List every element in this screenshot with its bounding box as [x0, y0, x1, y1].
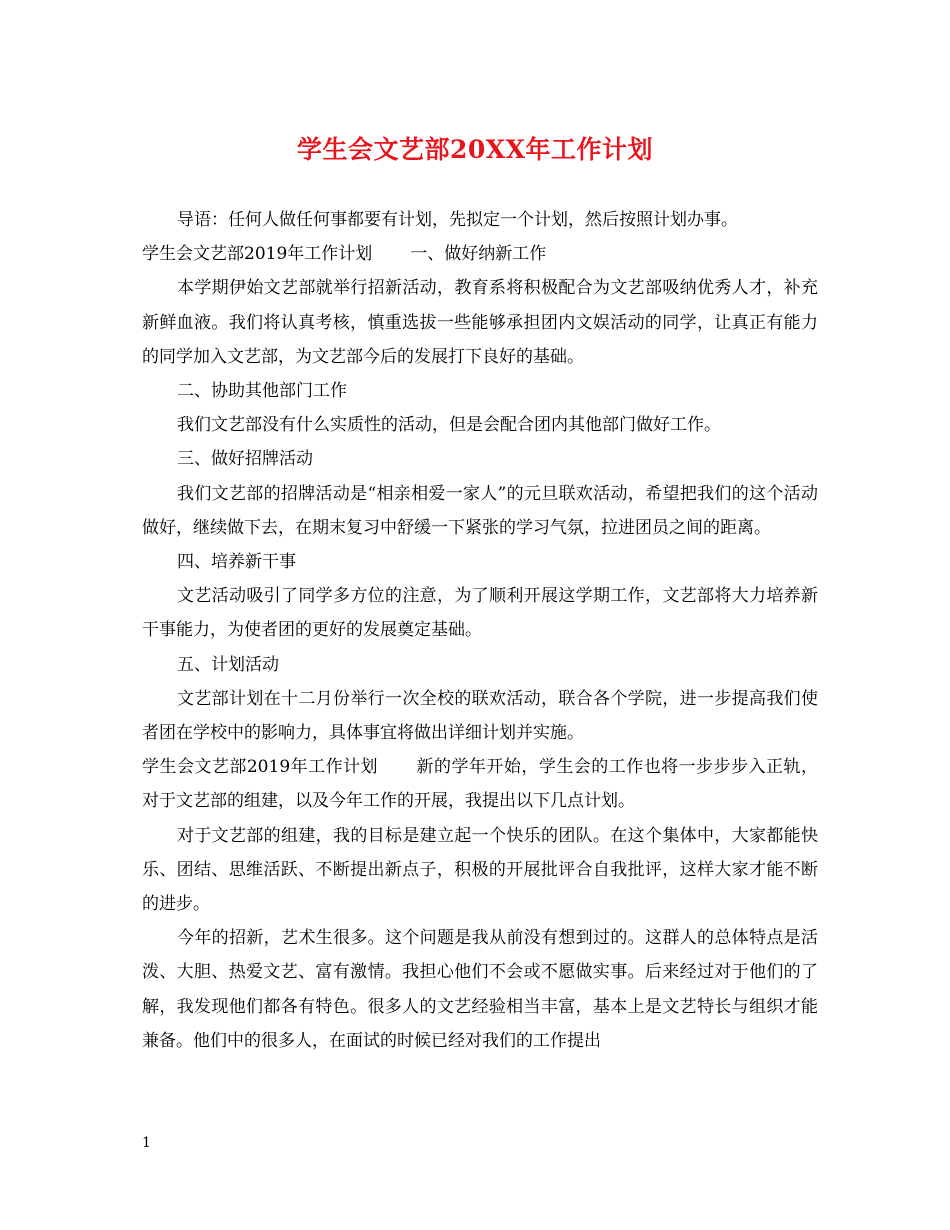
document-title: 学生会文艺部20XX年工作计划: [296, 135, 654, 164]
document-body: [142, 203, 818, 1058]
paragraph-text: 新的学年开始，学生会的工作也将一步步步入正轨，对于文艺部的组建，以及今年工作的开展，我提出以下几点计划。: [142, 757, 819, 812]
page-number: 1: [142, 1135, 151, 1151]
section-heading-3: 三、做好招牌活动: [177, 449, 313, 470]
paragraph-plan-heading-2: [142, 750, 818, 818]
paragraph-plan-heading-1: [142, 237, 818, 271]
section-heading-2: 二、协助其他部门工作: [177, 381, 347, 402]
section-heading-4: 四、培养新干事: [177, 552, 296, 573]
paragraph: 今年的招新，艺术生很多。这个问题是我从前没有想到过的。这群人的总体特点是活泼、大胆、热爱文艺、富有激情。我担心他们不会或不愿做实事。后来经过对于他们的了解，我发现他们都各有特色。很多人的文艺经验相当丰富，基本上是文艺特长与组织才能兼备。他们中的很多人，在面试的时候已经对我们的工作提出: [142, 928, 818, 1051]
paragraph: 我们文艺部没有什么实质性的活动，但是会配合团内其他部门做好工作。: [177, 415, 721, 436]
paragraph: 文艺活动吸引了同学多方位的注意，为了顺利开展这学期工作，文艺部将大力培养新干事能力，为使者团的更好的发展奠定基础。: [142, 586, 818, 641]
inline-plan-title: 学生会文艺部2019年工作计划: [142, 244, 373, 265]
section-heading-1: 一、做好纳新工作: [410, 244, 547, 265]
paragraph: 对于文艺部的组建，我的目标是建立起一个快乐的团队。在这个集体中，大家都能快乐、团结、思维活跃、不断提出新点子，积极的开展批评合自我批评，这样大家才能不断的进步。: [142, 825, 818, 915]
paragraph: 文艺部计划在十二月份举行一次全校的联欢活动，联合各个学院，进一步提高我们使者团在学校中的影响力，具体事宜将做出详细计划并实施。: [142, 688, 818, 744]
section-heading-5: 五、计划活动: [177, 654, 279, 675]
inline-plan-title: 学生会文艺部2019年工作计划: [142, 757, 379, 778]
paragraph: 本学期伊始文艺部就举行招新活动，教育系将积极配合为文艺部吸纳优秀人才，补充新鲜血液。我们将认真考核，慎重选拔一些能够承担团内文娱活动的同学，让真正有能力的同学加入文艺部，为文艺部今后的发展打下良好的基础。: [142, 278, 818, 367]
paragraph-intro: 导语：任何人做任何事都要有计划，先拟定一个计划，然后按照计划办事。: [177, 210, 738, 230]
paragraph: 我们文艺部的招牌活动是“相亲相爱一家人”的元旦联欢活动，希望把我们的这个活动做好，继续做下去，在期末复习中舒缓一下紧张的学习气氛，拉进团员之间的距离。: [142, 483, 818, 538]
